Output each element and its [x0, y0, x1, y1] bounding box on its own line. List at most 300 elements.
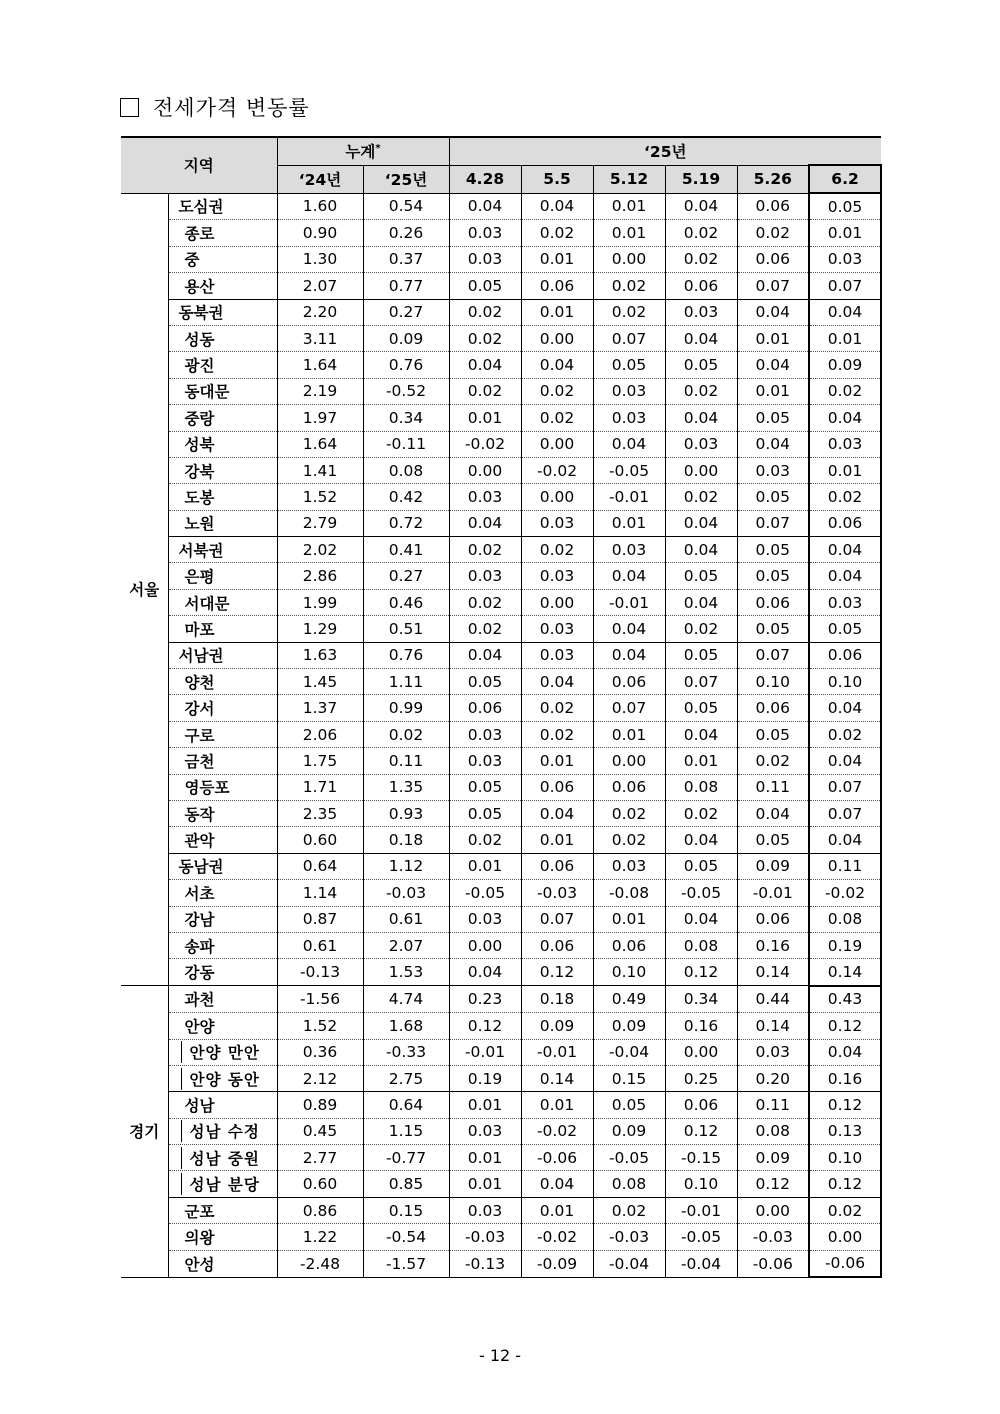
- value-cell: 0.03: [809, 246, 881, 272]
- value-cell: 0.16: [737, 932, 809, 958]
- value-cell: 0.03: [593, 853, 665, 879]
- value-cell: 0.00: [665, 1039, 737, 1065]
- value-cell: 0.54: [363, 193, 449, 220]
- table-row: [121, 959, 881, 986]
- value-cell: 0.14: [737, 959, 809, 986]
- region-name: 양천: [168, 669, 277, 695]
- value-cell: 0.36: [277, 1039, 363, 1065]
- value-cell: -0.11: [363, 431, 449, 457]
- region-name: 서남권: [168, 642, 277, 668]
- value-cell: 0.01: [809, 457, 881, 483]
- value-cell: 1.64: [277, 431, 363, 457]
- value-cell: 0.60: [277, 1171, 363, 1197]
- value-cell: 2.12: [277, 1065, 363, 1091]
- value-cell: 2.07: [277, 273, 363, 299]
- value-cell: -0.13: [277, 959, 363, 986]
- region-name: 강남: [168, 906, 277, 932]
- value-cell: 0.26: [363, 220, 449, 246]
- value-cell: 0.00: [593, 748, 665, 774]
- value-cell: 1.68: [363, 1013, 449, 1039]
- value-cell: 0.85: [363, 1171, 449, 1197]
- header-year-group: ‘25년: [449, 137, 881, 165]
- section-title-text: 전세가격 변동률: [153, 96, 310, 120]
- value-cell: 0.14: [809, 959, 881, 986]
- value-cell: 1.15: [363, 1118, 449, 1144]
- value-cell: 3.11: [277, 325, 363, 351]
- value-cell: 0.03: [521, 510, 593, 536]
- region-name: 동작: [168, 800, 277, 826]
- value-cell: 0.05: [449, 774, 521, 800]
- value-cell: 0.64: [277, 853, 363, 879]
- value-cell: 0.04: [809, 299, 881, 325]
- region-name: 성북: [168, 431, 277, 457]
- region-name: 노원: [168, 510, 277, 536]
- header-week-col: 5.19: [665, 165, 737, 193]
- header-region: 지역: [121, 137, 277, 193]
- value-cell: 0.12: [449, 1013, 521, 1039]
- value-cell: 0.05: [665, 352, 737, 378]
- value-cell: 0.76: [363, 352, 449, 378]
- region-name: 강서: [168, 695, 277, 721]
- region-name: 강북: [168, 457, 277, 483]
- value-cell: 0.03: [521, 642, 593, 668]
- region-name: 중: [168, 246, 277, 272]
- value-cell: 0.03: [593, 537, 665, 563]
- value-cell: 0.04: [809, 537, 881, 563]
- value-cell: 0.07: [737, 642, 809, 668]
- value-cell: 0.00: [521, 484, 593, 510]
- value-cell: 0.02: [521, 220, 593, 246]
- value-cell: 0.19: [809, 932, 881, 958]
- value-cell: 2.79: [277, 510, 363, 536]
- table-row: [121, 932, 881, 958]
- value-cell: 0.03: [737, 1039, 809, 1065]
- value-cell: 0.05: [665, 563, 737, 589]
- group-label: 서울: [121, 193, 168, 986]
- table-row: [121, 1197, 881, 1223]
- value-cell: 0.01: [593, 193, 665, 220]
- value-cell: 0.00: [521, 325, 593, 351]
- value-cell: 0.07: [593, 325, 665, 351]
- value-cell: 0.11: [809, 853, 881, 879]
- value-cell: 0.77: [363, 273, 449, 299]
- value-cell: 0.06: [593, 932, 665, 958]
- value-cell: 0.01: [593, 906, 665, 932]
- value-cell: 0.02: [449, 827, 521, 853]
- value-cell: 0.05: [737, 827, 809, 853]
- value-cell: 1.52: [277, 1013, 363, 1039]
- value-cell: 0.02: [665, 616, 737, 642]
- region-name: 서대문: [168, 589, 277, 615]
- region-name: 관악: [168, 827, 277, 853]
- value-cell: 0.04: [665, 721, 737, 747]
- value-cell: 0.06: [809, 510, 881, 536]
- value-cell: 0.44: [737, 986, 809, 1013]
- value-cell: 0.02: [449, 537, 521, 563]
- value-cell: 0.12: [809, 1013, 881, 1039]
- table-row: [121, 853, 881, 879]
- value-cell: 0.25: [665, 1065, 737, 1091]
- value-cell: -0.02: [449, 431, 521, 457]
- value-cell: 0.02: [809, 721, 881, 747]
- value-cell: 0.27: [363, 563, 449, 589]
- value-cell: 0.86: [277, 1197, 363, 1223]
- region-name: [168, 1065, 277, 1091]
- region-name: 금천: [168, 748, 277, 774]
- value-cell: -0.08: [593, 880, 665, 906]
- region-name: 군포: [168, 1197, 277, 1223]
- value-cell: -0.05: [593, 457, 665, 483]
- value-cell: 0.18: [521, 986, 593, 1013]
- value-cell: 0.01: [521, 299, 593, 325]
- value-cell: 0.04: [593, 563, 665, 589]
- value-cell: 0.04: [665, 906, 737, 932]
- value-cell: 0.06: [665, 273, 737, 299]
- value-cell: 0.08: [809, 906, 881, 932]
- value-cell: 0.02: [449, 378, 521, 404]
- table-row: [121, 352, 881, 378]
- table-row: [121, 642, 881, 668]
- table-row: [121, 563, 881, 589]
- value-cell: 0.02: [593, 800, 665, 826]
- value-cell: 0.05: [809, 193, 881, 220]
- value-cell: 0.05: [737, 721, 809, 747]
- value-cell: 0.06: [737, 906, 809, 932]
- value-cell: 0.06: [521, 853, 593, 879]
- region-name: 도봉: [168, 484, 277, 510]
- value-cell: 0.03: [665, 431, 737, 457]
- value-cell: -0.03: [449, 1224, 521, 1250]
- sub-region-name: 성남 수정: [181, 1120, 260, 1142]
- value-cell: -0.06: [737, 1250, 809, 1277]
- value-cell: 0.12: [809, 1092, 881, 1118]
- checkbox-square-icon: [120, 98, 139, 117]
- value-cell: 0.04: [449, 642, 521, 668]
- table-row: [121, 827, 881, 853]
- region-name: 동남권: [168, 853, 277, 879]
- value-cell: -0.01: [593, 589, 665, 615]
- value-cell: 0.01: [449, 1171, 521, 1197]
- value-cell: 0.10: [809, 1145, 881, 1171]
- table-row: [121, 589, 881, 615]
- value-cell: -0.04: [593, 1039, 665, 1065]
- value-cell: 0.02: [449, 616, 521, 642]
- value-cell: 0.03: [449, 246, 521, 272]
- value-cell: 0.05: [665, 853, 737, 879]
- value-cell: 0.01: [809, 325, 881, 351]
- value-cell: 0.43: [809, 986, 881, 1013]
- value-cell: 0.01: [593, 220, 665, 246]
- value-cell: 0.72: [363, 510, 449, 536]
- value-cell: 0.08: [665, 932, 737, 958]
- value-cell: 0.02: [593, 1197, 665, 1223]
- value-cell: 2.35: [277, 800, 363, 826]
- table-body: [121, 193, 881, 1277]
- value-cell: -0.01: [737, 880, 809, 906]
- value-cell: 1.71: [277, 774, 363, 800]
- value-cell: 0.05: [809, 616, 881, 642]
- value-cell: 0.00: [449, 932, 521, 958]
- value-cell: 0.02: [737, 748, 809, 774]
- region-name: 은평: [168, 563, 277, 589]
- value-cell: 0.01: [521, 246, 593, 272]
- table-row: [121, 1171, 881, 1197]
- region-name: 도심권: [168, 193, 277, 220]
- value-cell: 0.16: [809, 1065, 881, 1091]
- value-cell: 0.09: [737, 853, 809, 879]
- value-cell: 1.41: [277, 457, 363, 483]
- value-cell: 0.00: [665, 457, 737, 483]
- region-name: 송파: [168, 932, 277, 958]
- region-name: 안성: [168, 1250, 277, 1277]
- value-cell: 1.35: [363, 774, 449, 800]
- value-cell: 0.07: [593, 695, 665, 721]
- table-row: [121, 1039, 881, 1065]
- value-cell: 0.04: [809, 827, 881, 853]
- value-cell: 0.00: [593, 246, 665, 272]
- value-cell: -0.09: [521, 1250, 593, 1277]
- value-cell: 0.11: [737, 774, 809, 800]
- value-cell: 0.04: [665, 537, 737, 563]
- table-row: [121, 1092, 881, 1118]
- value-cell: 0.03: [449, 1197, 521, 1223]
- region-name: 영등포: [168, 774, 277, 800]
- value-cell: 0.49: [593, 986, 665, 1013]
- value-cell: -0.03: [363, 880, 449, 906]
- value-cell: 0.11: [363, 748, 449, 774]
- value-cell: -0.33: [363, 1039, 449, 1065]
- table-row: [121, 484, 881, 510]
- value-cell: 0.02: [665, 484, 737, 510]
- value-cell: 0.06: [449, 695, 521, 721]
- table-row: [121, 695, 881, 721]
- value-cell: 0.07: [665, 669, 737, 695]
- value-cell: 0.61: [277, 932, 363, 958]
- value-cell: 0.01: [521, 827, 593, 853]
- value-cell: 0.16: [665, 1013, 737, 1039]
- region-name: 의왕: [168, 1224, 277, 1250]
- group-label: 경기: [121, 986, 168, 1277]
- value-cell: -0.52: [363, 378, 449, 404]
- value-cell: 0.51: [363, 616, 449, 642]
- value-cell: 0.06: [737, 589, 809, 615]
- value-cell: 0.01: [521, 1197, 593, 1223]
- value-cell: 0.06: [737, 695, 809, 721]
- value-cell: 0.05: [449, 273, 521, 299]
- value-cell: 0.06: [521, 273, 593, 299]
- table-row: [121, 669, 881, 695]
- value-cell: 1.37: [277, 695, 363, 721]
- value-cell: 0.15: [593, 1065, 665, 1091]
- table-row: [121, 537, 881, 563]
- value-cell: 0.00: [521, 431, 593, 457]
- value-cell: 1.52: [277, 484, 363, 510]
- value-cell: 0.04: [737, 352, 809, 378]
- value-cell: 0.07: [809, 273, 881, 299]
- value-cell: -0.15: [665, 1145, 737, 1171]
- header-cumulative-col: ‘25년: [363, 165, 449, 193]
- value-cell: 0.27: [363, 299, 449, 325]
- value-cell: -0.05: [665, 1224, 737, 1250]
- value-cell: 0.07: [737, 510, 809, 536]
- value-cell: 0.01: [809, 220, 881, 246]
- value-cell: 0.03: [449, 1118, 521, 1144]
- value-cell: 0.20: [737, 1065, 809, 1091]
- value-cell: 0.03: [521, 563, 593, 589]
- sub-region-name: 안양 동안: [181, 1068, 260, 1090]
- value-cell: 0.09: [521, 1013, 593, 1039]
- value-cell: 0.46: [363, 589, 449, 615]
- value-cell: -0.04: [665, 1250, 737, 1277]
- value-cell: 0.03: [449, 748, 521, 774]
- value-cell: 0.04: [521, 352, 593, 378]
- table-row: [121, 1118, 881, 1144]
- region-name: 종로: [168, 220, 277, 246]
- value-cell: 0.12: [665, 1118, 737, 1144]
- value-cell: 0.12: [521, 959, 593, 986]
- value-cell: -0.03: [737, 1224, 809, 1250]
- value-cell: 0.06: [593, 669, 665, 695]
- value-cell: 0.04: [737, 431, 809, 457]
- value-cell: 0.04: [449, 352, 521, 378]
- value-cell: -0.05: [665, 880, 737, 906]
- value-cell: 0.01: [665, 748, 737, 774]
- value-cell: 0.04: [665, 827, 737, 853]
- value-cell: 2.20: [277, 299, 363, 325]
- value-cell: 0.04: [449, 193, 521, 220]
- value-cell: 0.02: [809, 1197, 881, 1223]
- value-cell: 0.00: [449, 457, 521, 483]
- region-name: 동북권: [168, 299, 277, 325]
- value-cell: 1.63: [277, 642, 363, 668]
- value-cell: 0.34: [363, 405, 449, 431]
- value-cell: 0.03: [809, 589, 881, 615]
- value-cell: 0.41: [363, 537, 449, 563]
- value-cell: 0.02: [521, 721, 593, 747]
- value-cell: 1.97: [277, 405, 363, 431]
- value-cell: 0.03: [737, 457, 809, 483]
- value-cell: 0.02: [665, 378, 737, 404]
- table-row: [121, 880, 881, 906]
- region-name: 서초: [168, 880, 277, 906]
- value-cell: 0.04: [521, 800, 593, 826]
- table-row: [121, 800, 881, 826]
- region-name: 강동: [168, 959, 277, 986]
- footnote-mark: *: [375, 143, 381, 155]
- value-cell: -0.02: [521, 1224, 593, 1250]
- region-name: 성동: [168, 325, 277, 351]
- value-cell: 0.12: [809, 1171, 881, 1197]
- value-cell: 1.29: [277, 616, 363, 642]
- header-cumulative: [277, 137, 449, 165]
- region-name: [168, 1039, 277, 1065]
- value-cell: 1.64: [277, 352, 363, 378]
- table-row: [121, 510, 881, 536]
- value-cell: 0.90: [277, 220, 363, 246]
- value-cell: 0.06: [521, 932, 593, 958]
- value-cell: 0.05: [449, 669, 521, 695]
- value-cell: -1.57: [363, 1250, 449, 1277]
- table-row: [121, 1224, 881, 1250]
- value-cell: 0.64: [363, 1092, 449, 1118]
- value-cell: 0.04: [809, 695, 881, 721]
- table-header: [121, 137, 881, 193]
- value-cell: -0.02: [521, 457, 593, 483]
- value-cell: 0.03: [665, 299, 737, 325]
- region-name: 중랑: [168, 405, 277, 431]
- value-cell: 0.10: [737, 669, 809, 695]
- value-cell: 0.03: [449, 721, 521, 747]
- region-name: 안양: [168, 1013, 277, 1039]
- value-cell: 0.02: [665, 220, 737, 246]
- value-cell: 0.07: [521, 906, 593, 932]
- value-cell: 0.93: [363, 800, 449, 826]
- value-cell: 0.05: [449, 800, 521, 826]
- value-cell: 0.10: [593, 959, 665, 986]
- value-cell: 0.04: [809, 1039, 881, 1065]
- value-cell: 0.04: [593, 642, 665, 668]
- value-cell: 0.23: [449, 986, 521, 1013]
- sub-region-name: 성남 중원: [181, 1147, 260, 1169]
- value-cell: 0.08: [363, 457, 449, 483]
- value-cell: 0.60: [277, 827, 363, 853]
- value-cell: 0.06: [665, 1092, 737, 1118]
- value-cell: 1.11: [363, 669, 449, 695]
- value-cell: 0.14: [737, 1013, 809, 1039]
- value-cell: 0.00: [521, 589, 593, 615]
- value-cell: 0.12: [737, 1171, 809, 1197]
- value-cell: 0.02: [521, 695, 593, 721]
- value-cell: 0.06: [809, 642, 881, 668]
- table-row: [121, 193, 881, 220]
- value-cell: 0.04: [737, 800, 809, 826]
- value-cell: 0.09: [593, 1013, 665, 1039]
- header-week-col: 5.5: [521, 165, 593, 193]
- value-cell: 0.01: [449, 853, 521, 879]
- sub-region-name: 성남 분당: [181, 1173, 260, 1195]
- value-cell: 0.05: [665, 695, 737, 721]
- value-cell: -2.48: [277, 1250, 363, 1277]
- value-cell: 0.08: [737, 1118, 809, 1144]
- value-cell: 0.02: [593, 299, 665, 325]
- page-number: - 12 -: [478, 1346, 522, 1365]
- value-cell: 0.07: [809, 800, 881, 826]
- jeonse-price-change-table: [121, 136, 882, 1278]
- value-cell: 0.12: [665, 959, 737, 986]
- table-row: [121, 721, 881, 747]
- value-cell: 0.09: [593, 1118, 665, 1144]
- table-row: [121, 616, 881, 642]
- value-cell: 0.05: [737, 537, 809, 563]
- value-cell: 0.02: [593, 273, 665, 299]
- region-name: 과천: [168, 986, 277, 1013]
- region-name: 서북권: [168, 537, 277, 563]
- value-cell: 0.05: [665, 642, 737, 668]
- table-row: [121, 325, 881, 351]
- value-cell: 0.05: [593, 352, 665, 378]
- region-name: 용산: [168, 273, 277, 299]
- value-cell: 0.02: [521, 378, 593, 404]
- value-cell: 1.22: [277, 1224, 363, 1250]
- table-row: [121, 378, 881, 404]
- value-cell: 0.01: [737, 378, 809, 404]
- value-cell: 0.03: [809, 431, 881, 457]
- value-cell: 0.18: [363, 827, 449, 853]
- value-cell: -0.06: [809, 1250, 881, 1277]
- value-cell: 0.04: [665, 510, 737, 536]
- value-cell: 0.02: [593, 827, 665, 853]
- value-cell: 0.15: [363, 1197, 449, 1223]
